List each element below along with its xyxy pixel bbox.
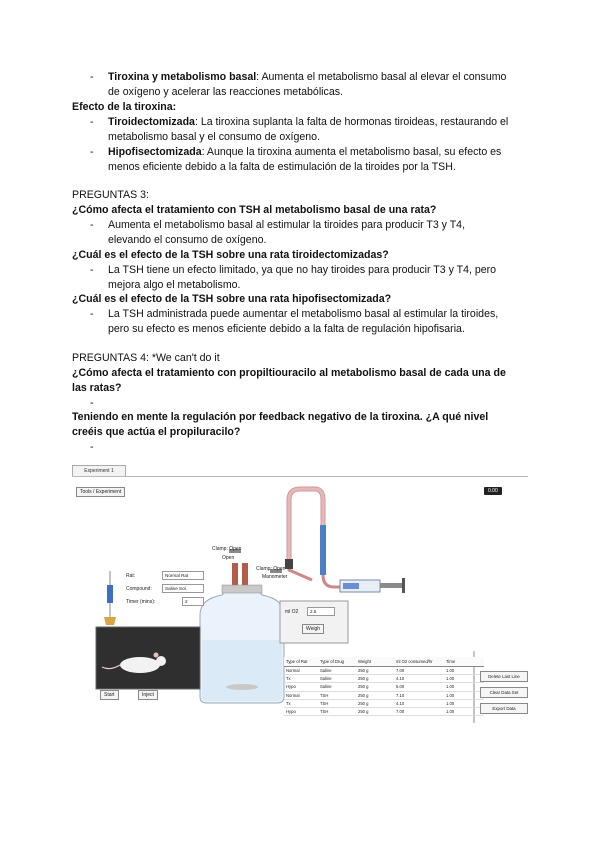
question-4: ¿Cómo afecta el tratamiento con propiltiouracilo al metabolismo basal de cada una de (72, 367, 506, 379)
table-cell: Saline (318, 667, 356, 675)
question-1: ¿Cómo afecta el tratamiento con TSH al metabolismo basal de una rata? (72, 204, 437, 216)
table-cell: 1.00 (444, 707, 484, 715)
answer-1-line1: Aumenta el metabolismo basal al estimular la tiroides para producir T3 y T4, (108, 219, 466, 231)
compound-select[interactable]: Saline Sol. (162, 584, 204, 593)
answer-2-line2: mejora algo el metabolismo. (108, 279, 241, 291)
answer-3-line1: La TSH administrada puede aumentar el metabolismo basal al estimular la tiroides, (108, 308, 499, 320)
table-cell: Saline (318, 683, 356, 691)
bullet-dash: - (90, 264, 94, 276)
table-row[interactable] (284, 691, 484, 699)
jar-stopper (222, 585, 262, 593)
table-cell: 1.00 (444, 667, 484, 675)
table-cell: 250 g (356, 675, 394, 683)
bullet-line-2: menos eficiente debido a la falta de estimulación de la tiroides por la TSH. (108, 161, 456, 173)
bullet-bold: Hipofisectomizada (108, 146, 202, 158)
table-cell: Tx (284, 675, 318, 683)
table-row[interactable] (284, 699, 484, 707)
dark-button[interactable]: 0.00 (484, 487, 502, 495)
tools-button[interactable]: Tools / Experiment (76, 487, 125, 497)
table-cell: 7.10 (394, 691, 444, 699)
bullet-dash: - (90, 116, 94, 128)
manometer-fluid (320, 525, 326, 575)
rat-label: Rat: (126, 573, 136, 579)
jar-water (202, 640, 282, 701)
table-cell: 5.00 (394, 683, 444, 691)
bullet-dash: - (90, 308, 94, 320)
clear-data-set-button[interactable]: Clear Data Set (480, 687, 528, 698)
bullet-dash: - (90, 397, 94, 409)
clamp1-sub: Open (222, 555, 235, 561)
table-row[interactable] (284, 707, 484, 715)
table-header: ml O2 consumed/hr (394, 657, 444, 667)
bullet-bold: Tiroxina y metabolismo basal (108, 71, 257, 83)
bullet-text: : Aunque la tiroxina aumenta el metabolismo basal, su efecto es (201, 146, 502, 158)
export-data-button[interactable]: Export Data (480, 703, 528, 714)
manometer-inner (289, 489, 323, 575)
answer-3-line2: pero su efecto es menos eficiente debido a la falta de regulación hipofisaria. (108, 323, 465, 335)
syringe-fluid (343, 583, 359, 589)
timer-input[interactable]: 2 (182, 597, 204, 606)
bullet-dash: - (90, 146, 94, 158)
syringe-plunger[interactable] (380, 583, 402, 588)
start-button[interactable]: Start (100, 690, 119, 700)
table-cell: 250 g (356, 699, 394, 707)
table-cell: 4.10 (394, 699, 444, 707)
table-cell: Normal (284, 691, 318, 699)
bullet-line-2: de oxígeno y acelerar las reacciones metabólicas. (108, 86, 343, 98)
rat-body (120, 657, 160, 673)
table-cell: 250 g (356, 683, 394, 691)
table-cell: 1.00 (444, 675, 484, 683)
valve-icon[interactable] (285, 559, 293, 569)
table-cell: 7.00 (394, 707, 444, 715)
table-cell: Hypo (284, 707, 318, 715)
table-cell: 250 g (356, 667, 394, 675)
table-cell: Hypo (284, 683, 318, 691)
compound-label: Compound: (126, 586, 152, 592)
tube-to-syringe (323, 575, 340, 587)
table-row[interactable] (284, 667, 484, 675)
table-cell: TSH (318, 699, 356, 707)
table-cell: TSH (318, 707, 356, 715)
rat-select[interactable]: Normal Rat (162, 571, 204, 580)
rat-head (156, 656, 166, 666)
bullet-line (108, 145, 501, 160)
table-row[interactable] (284, 683, 484, 691)
question-3: ¿Cuál es el efecto de la TSH sobre una rata hipofisectomizada? (72, 293, 392, 305)
weigh-input[interactable]: 2.5 (307, 607, 335, 616)
clamp1-label: Clamp: Open (212, 546, 242, 552)
table-cell: 7.00 (394, 667, 444, 675)
clamp2-sub: Manometer (262, 574, 288, 580)
table-header: Type of Rat (284, 657, 318, 667)
bullet-line-2: metabolismo basal y el consumo de oxígeno. (108, 131, 320, 143)
table-header: Type of Drug (318, 657, 356, 667)
bullet-dash: - (90, 219, 94, 231)
simulation-figure (72, 465, 528, 727)
bullet-dash: - (90, 441, 94, 453)
bullet-text: : La tiroxina suplanta la falta de hormonas tiroideas, restaurando el (194, 116, 509, 128)
question-5-line2: creéis que actúa el propiluracilo? (72, 426, 241, 438)
table-cell: Normal (284, 667, 318, 675)
table-row[interactable] (284, 675, 484, 683)
weigh-button[interactable]: Weigh (302, 624, 324, 634)
experiment-tab[interactable]: Experiment 1 (72, 465, 126, 477)
preguntas3-title: PREGUNTAS 3: (72, 189, 149, 201)
inject-button[interactable]: Inject (138, 690, 158, 700)
table-cell: Saline (318, 675, 356, 683)
bullet-bold: Tiroidectomizada (108, 116, 195, 128)
delete-last-line-button[interactable]: Delete Last Line (480, 671, 528, 682)
clamp2-label: Clamp: Open (256, 566, 286, 572)
table-header: Time (444, 657, 484, 667)
bullet-line (108, 115, 508, 130)
bullet-dash: - (90, 71, 94, 83)
bullet-text: : Aumenta el metabolismo basal al elevar el consumo (256, 71, 507, 83)
table-cell: Tx (284, 699, 318, 707)
bullet-line (108, 70, 506, 85)
answer-2-line1: La TSH tiene un efecto limitado, ya que no hay tiroides para producir T3 y T4, pero (108, 264, 497, 276)
jar-base-pad (226, 684, 258, 690)
table-cell: 250 g (356, 707, 394, 715)
dropper-fluid (107, 585, 113, 603)
table-cell: 1.00 (444, 699, 484, 707)
table-header-row (284, 657, 484, 667)
table-cell: 1.00 (444, 691, 484, 699)
manometer-tube (289, 489, 323, 575)
section-heading: Efecto de la tiroxina: (72, 101, 177, 113)
preguntas4-title: PREGUNTAS 4: *We can't do it (72, 352, 220, 364)
rat-ear (154, 653, 159, 658)
syringe-handle[interactable] (402, 578, 405, 593)
question-2: ¿Cuál es el efecto de la TSH sobre una rata tiroidectomizadas? (72, 249, 389, 261)
weigh-label: ml O2 (285, 609, 299, 615)
timer-label: Timer (mins): (126, 599, 156, 605)
table-header: Weight (356, 657, 394, 667)
answer-1-line2: elevando el consumo de oxígeno. (108, 234, 267, 246)
table-cell: TSH (318, 691, 356, 699)
question-4-line2: las ratas? (72, 382, 122, 394)
results-table (284, 657, 484, 716)
table-cell: 4.10 (394, 675, 444, 683)
question-5: Teniendo en mente la regulación por feedback negativo de la tiroxina. ¿A qué nivel (72, 411, 489, 423)
table-cell: 1.00 (444, 683, 484, 691)
dropper-tip (104, 617, 116, 625)
table-cell: 250 g (356, 691, 394, 699)
